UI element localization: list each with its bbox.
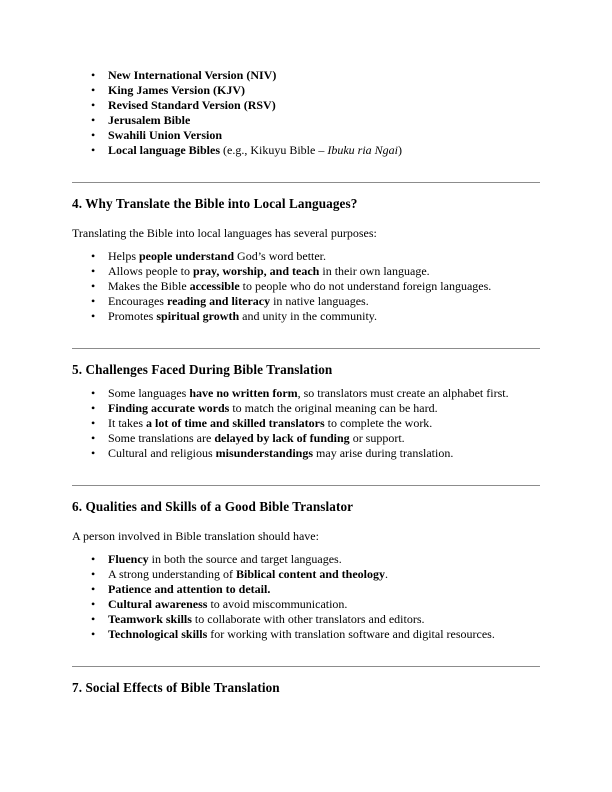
text-run: have no written form [189,386,298,400]
text-run: Allows people to [108,264,193,278]
text-run: Fluency [108,552,149,566]
text-run: Swahili Union Version [108,128,223,142]
bullet-list [72,552,540,642]
list-item [108,128,540,143]
bullet-list [72,68,540,158]
section-divider [72,182,540,183]
text-run: Ibuku ria Ngai [327,143,399,157]
text-run: spiritual growth [156,309,240,323]
list-item [108,68,540,83]
section-divider [72,348,540,349]
text-run: to complete the work. [324,416,433,430]
text-run: Cultural and religious [108,446,216,460]
text-run: and unity in the community. [239,309,378,323]
section-heading: 6. Qualities and Skills of a Good Bible Translator [72,499,354,514]
text-run: for working with translation software and digital resources. [207,627,495,641]
text-run: Promotes [108,309,157,323]
text-run: New International Version (NIV) [108,68,277,82]
text-run: in their own language. [319,264,430,278]
list-item [108,416,540,431]
list-item [108,249,540,264]
list-item [108,612,540,627]
text-run: A strong understanding of [108,567,236,581]
list-item [108,83,540,98]
text-run: Technological skills [108,627,208,641]
text-run: Helps [108,249,139,263]
paragraph [72,529,540,544]
text-run: It takes [108,416,146,430]
text-run: Some languages [108,386,190,400]
text-run: . [385,567,389,581]
text-run: delayed by lack of funding [214,431,350,445]
text-run: in native languages. [270,294,369,308]
list-item [108,294,540,309]
text-run: Patience and attention to detail. [108,582,271,596]
list-item [108,279,540,294]
section-divider [72,485,540,486]
list-item [108,143,540,158]
text-run: ) [398,143,403,157]
text-run: Makes the Bible [108,279,190,293]
text-run: to people who do not understand foreign languages. [239,279,492,293]
text-run: accessible [189,279,240,293]
section-heading: 7. Social Effects of Bible Translation [72,680,280,695]
text-run: to match the original meaning can be hard. [229,401,438,415]
list-item [108,446,540,461]
text-run: Cultural awareness [108,597,208,611]
section-heading: 4. Why Translate the Bible into Local Languages? [72,196,358,211]
list-item [108,113,540,128]
section-heading: 5. Challenges Faced During Bible Translation [72,362,333,377]
text-run: may arise during translation. [313,446,454,460]
list-item [108,386,540,401]
text-run: Translating the Bible into local languages has several purposes: [72,226,377,240]
text-run: Encourages [108,294,167,308]
list-item [108,582,540,597]
text-run: King James Version (KJV) [108,83,246,97]
list-item [108,567,540,582]
text-run: A person involved in Bible translation should have: [72,529,319,543]
bullet-list [72,386,540,461]
text-run: God’s word better. [234,249,327,263]
text-run: reading and literacy [166,294,271,308]
list-item [108,309,540,324]
text-run: Revised Standard Version (RSV) [108,98,276,112]
paragraph [72,226,540,241]
text-run: pray, worship, and teach [193,264,320,278]
list-item [108,401,540,416]
text-run: Local language Bibles [108,143,221,157]
text-run: Finding accurate words [108,401,230,415]
text-run: people understand [139,249,235,263]
text-run: Biblical content and theology [236,567,386,581]
text-run: Teamwork skills [108,612,192,626]
text-run: Jerusalem Bible [108,113,191,127]
section-divider [72,666,540,667]
text-run: to avoid miscommunication. [207,597,348,611]
text-run: to collaborate with other translators and editors. [191,612,425,626]
list-item [108,98,540,113]
text-run: Some translations are [108,431,215,445]
text-run: (e.g., Kikuyu Bible – [220,143,328,157]
list-item [108,264,540,279]
text-run: , so translators must create an alphabet first. [297,386,509,400]
list-item [108,552,540,567]
text-run: or support. [349,431,405,445]
text-run: a lot of time and skilled translators [146,416,325,430]
list-item [108,431,540,446]
list-item [108,627,540,642]
list-item [108,597,540,612]
bullet-list [72,249,540,324]
text-run: in both the source and target languages. [148,552,342,566]
text-run: misunderstandings [215,446,314,460]
